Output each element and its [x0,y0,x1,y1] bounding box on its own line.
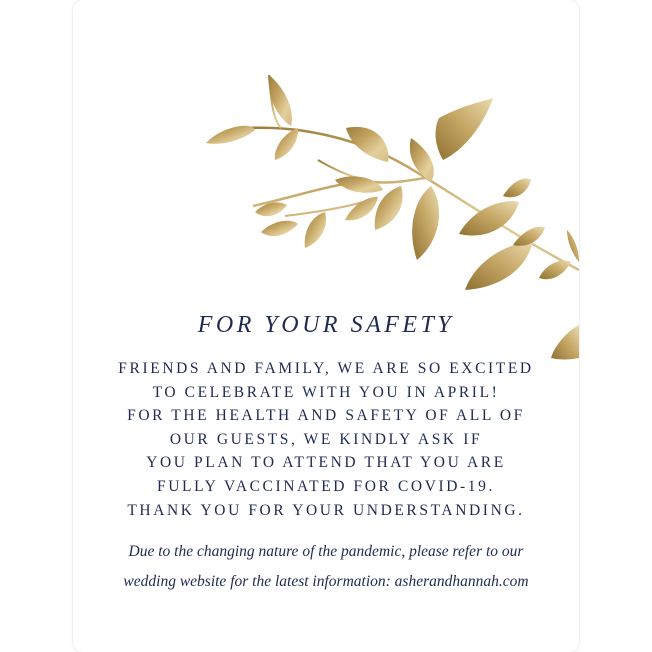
card-body [73,357,579,522]
body-line: TO CELEBRATE WITH YOU IN APRIL! [152,383,500,401]
body-line: FRIENDS AND FAMILY, WE ARE SO EXCITED [118,360,534,377]
card-note [73,537,579,597]
note-line: Due to the changing nature of the pandemic, please refer to our [128,543,524,560]
body-line: YOU PLAN TO ATTEND THAT YOU ARE [146,454,506,472]
body-line: OUR GUESTS, WE KINDLY ASK IF [169,430,483,448]
note-line: wedding website for the latest information: asherandhannah.com [123,573,529,590]
body-line: FULLY VACCINATED FOR COVID-19. [157,477,495,495]
card-title: FOR YOUR SAFETY [197,312,455,338]
body-line: THANK YOU FOR YOUR UNDERSTANDING. [127,501,525,519]
invitation-card [73,0,579,652]
body-line: FOR THE HEALTH AND SAFETY OF ALL OF [127,407,525,425]
